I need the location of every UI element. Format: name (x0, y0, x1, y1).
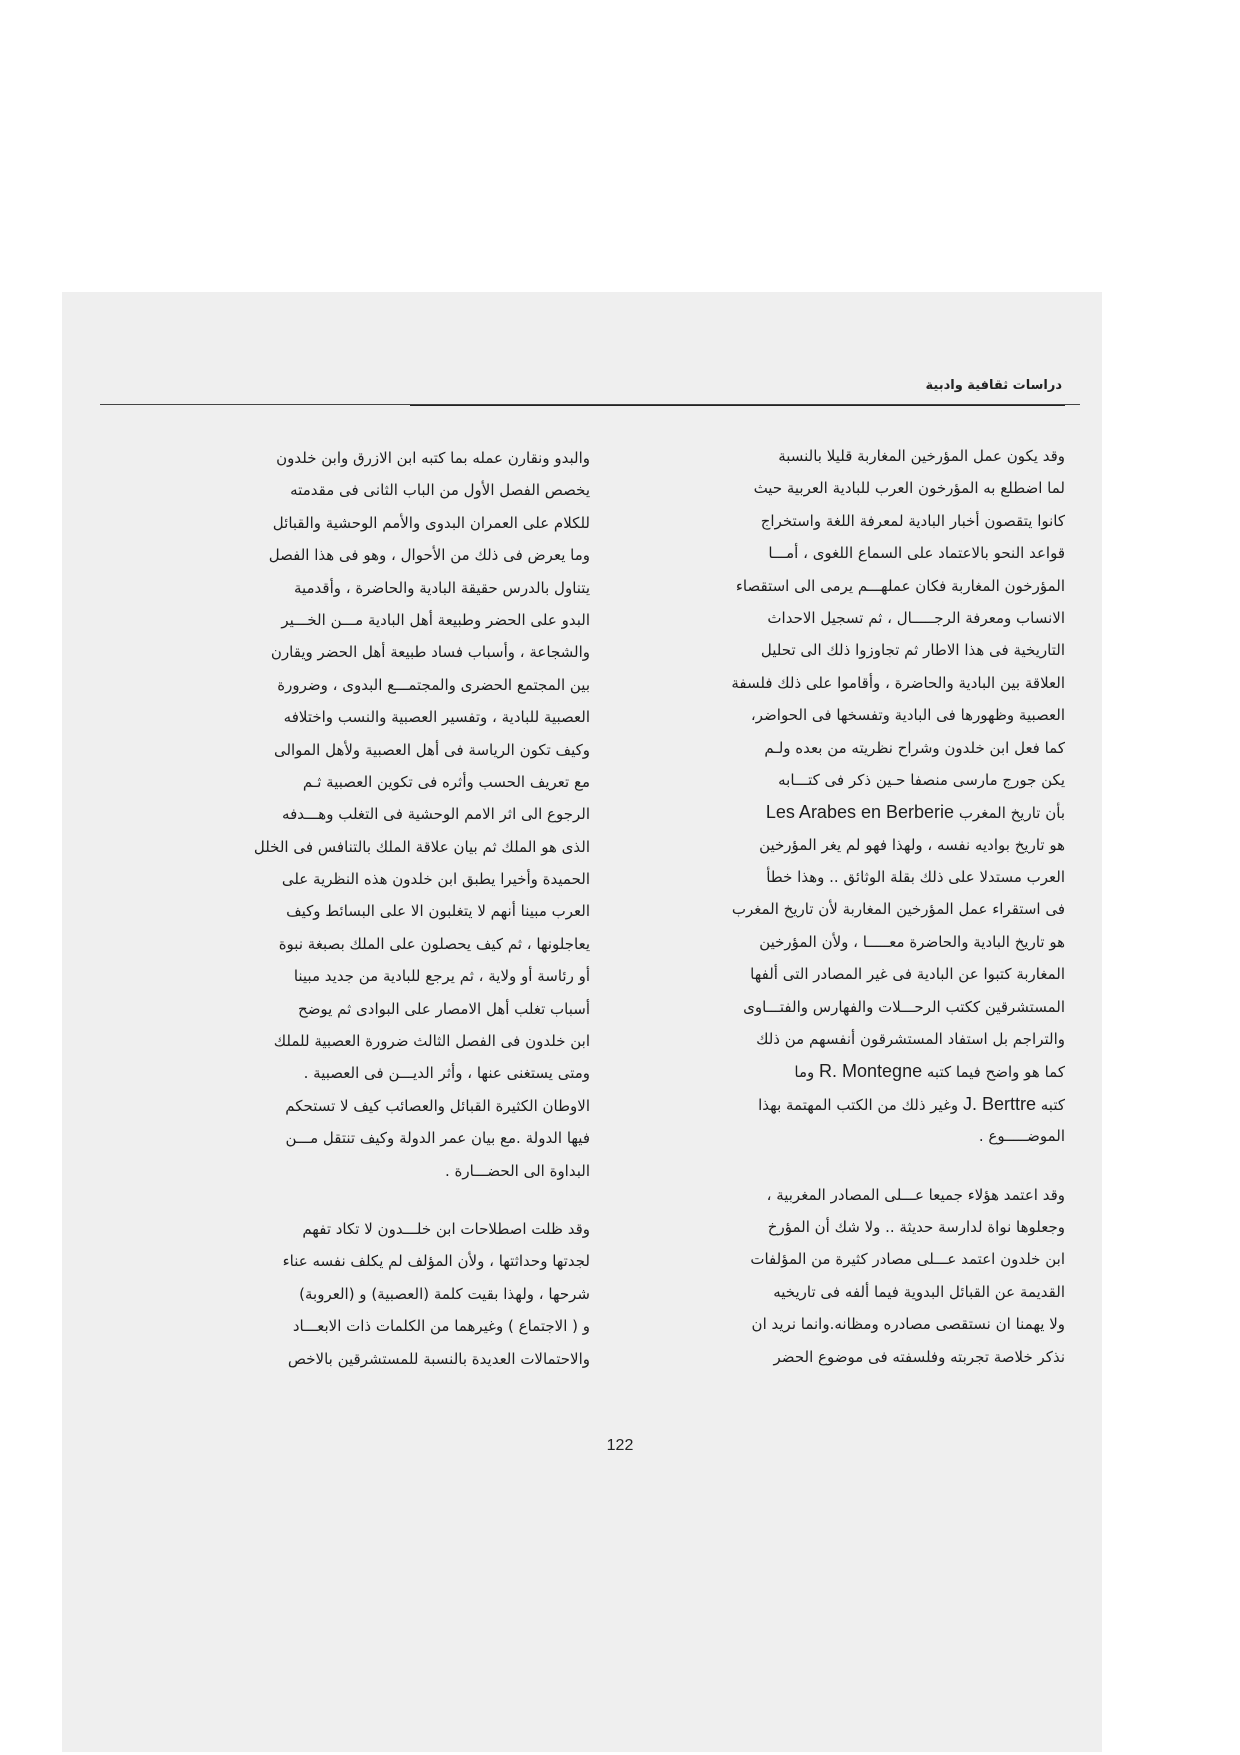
text-line: التاريخية فى هذا الاطار ثم تجاوزوا ذلك الى تحليل (760, 641, 1065, 660)
text-line: كما فعل ابن خلدون وشراح نظريته من بعده ولـم (764, 738, 1065, 757)
text-line: العصبية وظهورها فى البادية وتفسخها فى الحواضر، (750, 706, 1065, 725)
text-line (657, 1088, 1065, 1120)
text-line: وقد ظلت اصطلاحات ابن خلـــدون لا تكاد تفهم (302, 1219, 590, 1238)
running-header (0, 378, 1240, 398)
text-line: البداوة الى الحضـــارة . (444, 1161, 590, 1180)
text-line: وما يعرض فى ذلك من الأحوال ، وهو فى هذا الفصل (268, 546, 590, 565)
text-line: وجعلوها نواة لدارسة حديثة .. ولا شك أن المؤرخ (767, 1217, 1065, 1236)
text-line: البدو على الحضر وطبيعة أهل البادية مـــن الخـــير (281, 610, 590, 629)
line-text: كتبه (1040, 1095, 1065, 1114)
text-line: وقد اعتمد هؤلاء جميعا عـــلى المصادر المغربية ، (766, 1185, 1065, 1204)
latin-author-name: J. Berttre (962, 1093, 1036, 1114)
section-title: دراسات ثقافية وادبية (925, 378, 1062, 393)
text-line: المغاربة كتبوا عن البادية فى غير المصادر التى ألفها (750, 965, 1065, 984)
text-line: بين المجتمع الحضرى والمجتمـــع البدوى ، وضرورة (277, 675, 590, 694)
text-line: كانوا يتقصون أخبار البادية لمعرفة اللغة واستخراج (760, 511, 1065, 530)
right-column (657, 440, 1065, 1373)
text-line: هو تاريخ البادية والحاضرة معـــــا ، ولأن المؤرخين (759, 932, 1065, 951)
latin-author-name: R. Montegne (819, 1061, 923, 1082)
text-line: الموضـــــوع . (978, 1127, 1065, 1146)
text-line: الحميدة وأخيرا يطبق ابن خلدون هذه النظرية على (281, 870, 590, 889)
text-line: و ( الاجتماع ) وغيرهما من الكلمات ذات الابعـــاد (292, 1317, 590, 1336)
text-line: يخصص الفصل الأول من الباب الثانى فى مقدمته (290, 481, 590, 500)
text-line: يعاجلونها ، ثم كيف يحصلون على الملك بصبغة نبوة (278, 934, 590, 953)
text-line: الذى هو الملك ثم بيان علاقة الملك بالتنافس فى الخلل (253, 837, 590, 856)
text-line (657, 796, 1065, 828)
paragraph-gap (657, 1153, 1065, 1179)
text-line: والبدو ونقارن عمله بما كتبه ابن الازرق وابن خلدون (276, 449, 590, 467)
text-line: لجدتها وحداثتها ، ولأن المؤلف لم يكلف نفسه عناء (282, 1252, 590, 1271)
text-line: ولا يهمنا ان نستقصى مصادره ومظانه.وانما نريد ان (751, 1315, 1065, 1334)
text-line: العصبية للبادية ، وتفسير العصبية والنسب واختلافه (283, 708, 590, 727)
text-line: وقد يكون عمل المؤرخين المغاربة قليلا بالنسبة (778, 447, 1065, 465)
text-line: الرجوع الى اثر الامم الوحشية فى التغلب وهـــدفه (282, 805, 590, 824)
line-text: كما هو واضح فيما كتبه (926, 1063, 1065, 1082)
text-line: ومتى يستغنى عنها ، وأثر الديـــن فى العصبية . (303, 1064, 590, 1083)
text-line: قواعد النحو بالاعتماد على السماع اللغوى ، أمـــا (768, 544, 1065, 563)
text-line: فى استقراء عمل المؤرخين المغاربة لأن تاريخ المغرب (731, 900, 1065, 919)
text-line: المؤرخون المغاربة فكان عملهـــم يرمى الى استقصاء (735, 576, 1065, 595)
text-line: أسباب تغلب أهل الامصار على البوادى ثم يوضح (298, 999, 590, 1018)
text-line: القديمة عن القبائل البدوية فيما ألفه فى تاريخيه (773, 1282, 1065, 1301)
text-line: العلاقة بين البادية والحاضرة ، وأقاموا على ذلك فلسفة (731, 673, 1065, 692)
text-line (657, 1055, 1065, 1087)
line-text: وغير ذلك من الكتب المهتمة بهذا (758, 1095, 959, 1114)
line-text: وما (794, 1063, 815, 1082)
text-line: العرب مبينا أنهم لا يتغلبون الا على البسائط وكيف (286, 902, 590, 921)
text-line: شرحها ، ولهذا بقيت كلمة (العصبية) و (العروبة) (299, 1284, 590, 1303)
line-text: بأن تاريخ المغرب (958, 804, 1065, 823)
paragraph-gap (182, 1187, 590, 1213)
text-line: نذكر خلاصة تجربته وفلسفته فى موضوع الحضر (773, 1347, 1065, 1366)
text-line: لما اضطلع به المؤرخون العرب للبادية العربية حيث (753, 479, 1065, 498)
text-line: يكن جورج مارسى منصفا حـين ذكر فى كتـــابه (778, 770, 1065, 789)
text-line: يتناول بالدرس حقيقة البادية والحاضرة ، وأقدمية (293, 578, 590, 597)
latin-book-title: Les Arabes en Berberie (765, 802, 955, 823)
header-rule-accent (410, 405, 1065, 406)
text-line: مع تعريف الحسب وأثره فى تكوين العصبية ثـم (302, 772, 590, 791)
text-line: والاحتمالات العديدة بالنسبة للمستشرقين بالاخص (287, 1349, 590, 1368)
text-line: ابن خلدون فى الفصل الثالث ضرورة العصبية للملك (273, 1032, 590, 1051)
text-line: والتراجم بل استفاد المستشرقون أنفسهم من ذلك (756, 1030, 1065, 1049)
page-number: 122 (606, 1437, 634, 1454)
text-line: الانساب ومعرفة الرجـــــال ، ثم تسجيل الاحداث (767, 608, 1065, 627)
text-line: فيها الدولة .مع بيان عمر الدولة وكيف تنتقل مـــن (285, 1129, 590, 1148)
left-column (182, 442, 590, 1375)
text-line: ابن خلدون اعتمد عـــلى مصادر كثيرة من المؤلفات (750, 1250, 1065, 1269)
text-line: العرب مستدلا على ذلك بقلة الوثائق .. وهذا خطأ (766, 868, 1065, 887)
text-line: الاوطان الكثيرة القبائل والعصائب كيف لا تستحكم (285, 1096, 590, 1115)
text-line: للكلام على العمران البدوى والأمم الوحشية والقبائل (272, 513, 590, 532)
text-line: هو تاريخ بواديه نفسه ، ولهذا فهو لم يغر المؤرخين (759, 835, 1065, 854)
text-line: المستشرقين ككتب الرحـــلات والفهارس والفتـــاوى (743, 997, 1065, 1016)
text-line: أو رئاسة أو ولاية ، ثم يرجع للبادية من جديد مبينا (293, 967, 590, 986)
text-line: والشجاعة ، وأسباب فساد طبيعة أهل الحضر ويقارن (270, 643, 590, 662)
text-line: وكيف تكون الرياسة فى أهل العصبية ولأهل الموالى (273, 740, 590, 759)
